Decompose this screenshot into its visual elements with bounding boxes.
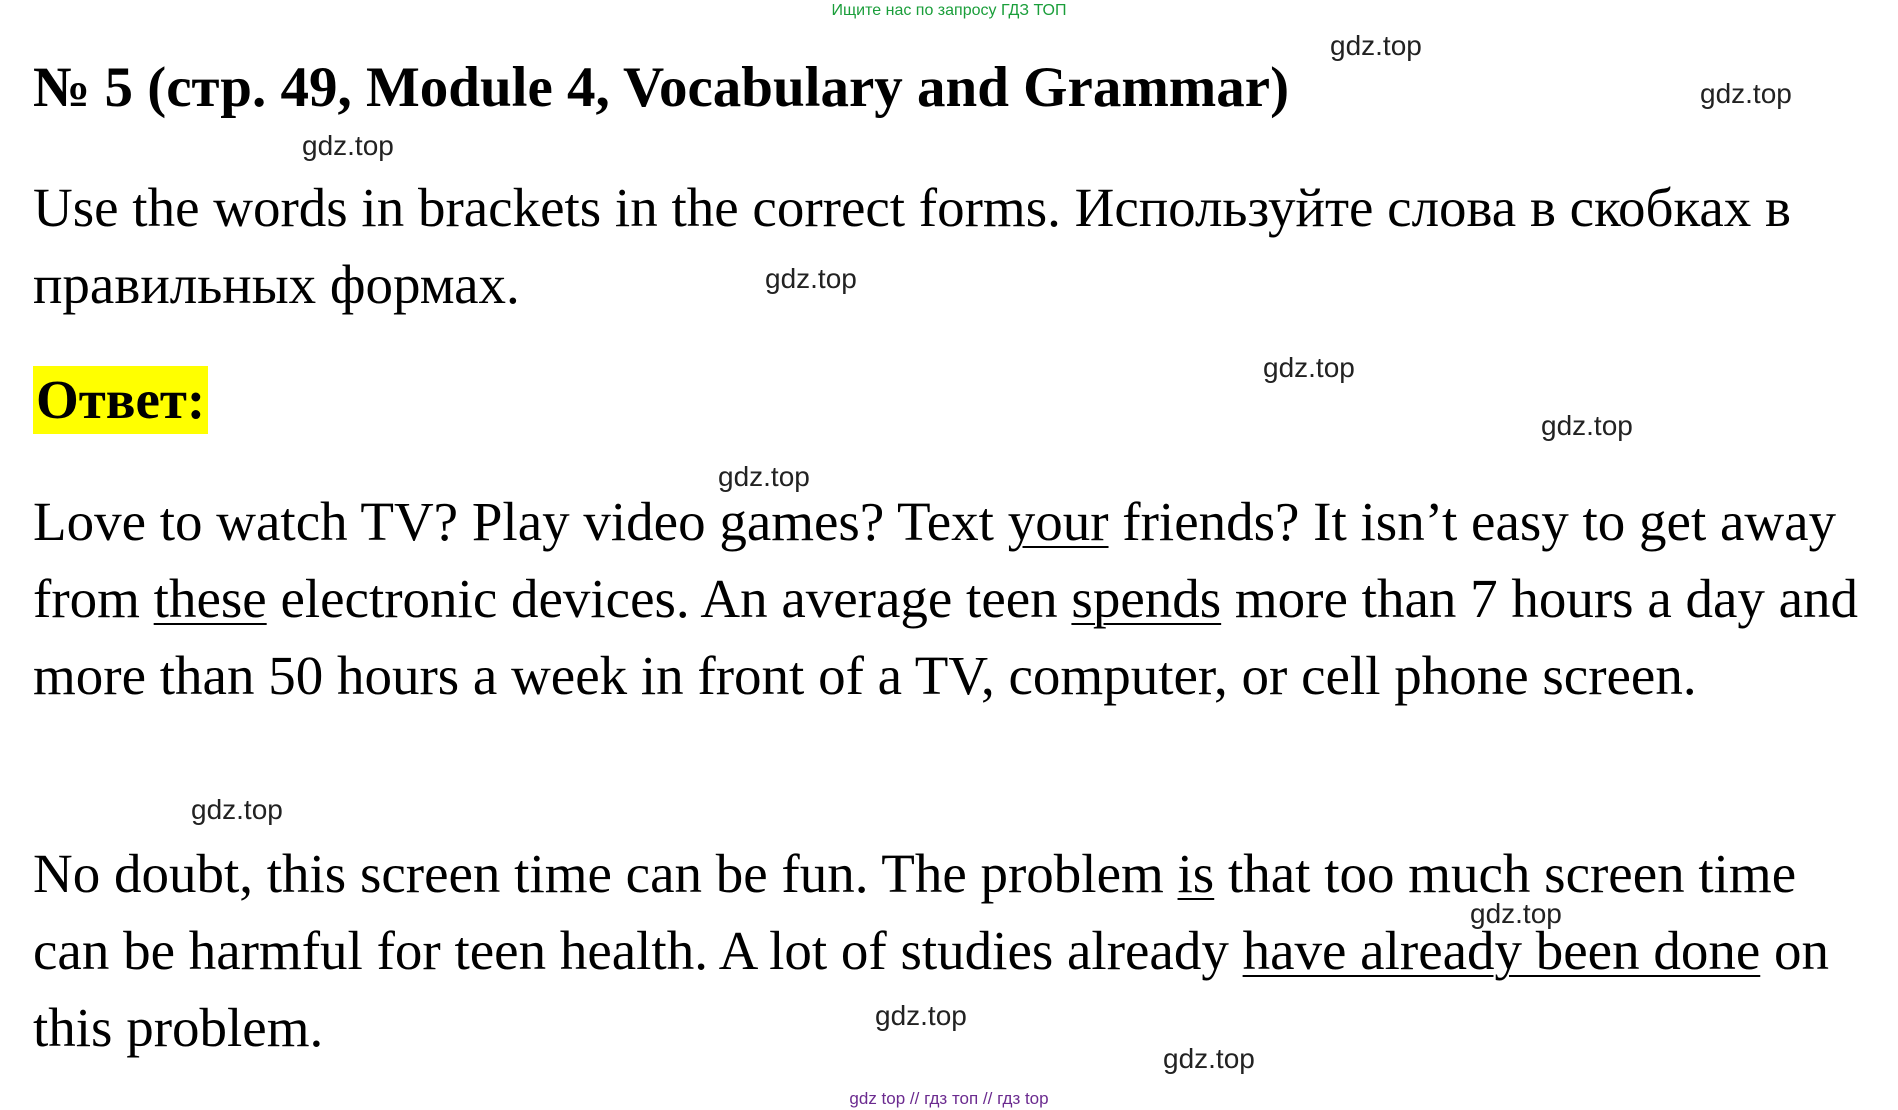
text-segment: more than 7 hours a day and more than 50 hours a week in front of a TV, computer, or cell phone screen. xyxy=(33,568,1859,706)
page-title: № 5 (стр. 49, Module 4, Vocabulary and Grammar) xyxy=(33,56,1290,119)
answer-these: these xyxy=(153,568,267,629)
answer-spends: spends xyxy=(1071,568,1222,629)
text-segment: friends? It isn’t easy to get away from xyxy=(33,491,1837,629)
watermark: gdz.top xyxy=(1263,352,1355,383)
watermark: gdz.top xyxy=(1700,78,1792,109)
watermark: gdz.top xyxy=(718,461,810,492)
top-banner[interactable]: Ищите нас по запросу ГДЗ ТОП xyxy=(831,2,1067,19)
answer-your: your xyxy=(1007,491,1109,552)
watermark: gdz.top xyxy=(875,1000,967,1031)
text-segment: Love to watch TV? Play video games? Text xyxy=(33,491,1008,552)
watermark: gdz.top xyxy=(1541,410,1633,441)
text-segment: No doubt, this screen time can be fun. The problem xyxy=(33,843,1178,904)
watermark: gdz.top xyxy=(302,130,394,161)
task-instructions: Use the words in brackets in the correct forms. Используйте слова в скобках в правильных формах. xyxy=(33,177,1792,315)
answer-paragraph-1 xyxy=(33,483,1878,714)
answer-label: Ответ: xyxy=(33,366,208,434)
footer-links[interactable]: gdz top // гдз топ // гдз top xyxy=(849,1089,1049,1108)
text-segment: that too much screen time can be harmful for teen health. A lot of studies already xyxy=(33,843,1797,981)
watermark: gdz.top xyxy=(1470,898,1562,929)
answer-have-been-done: have already been done xyxy=(1242,920,1761,981)
watermark: gdz.top xyxy=(1330,30,1422,61)
watermark: gdz.top xyxy=(1163,1043,1255,1074)
answer-is: is xyxy=(1177,843,1215,904)
text-segment: on this problem. xyxy=(33,920,1829,1058)
text-segment: electronic devices. An average teen xyxy=(266,568,1072,629)
watermark: gdz.top xyxy=(191,794,283,825)
watermark: gdz.top xyxy=(765,263,857,294)
